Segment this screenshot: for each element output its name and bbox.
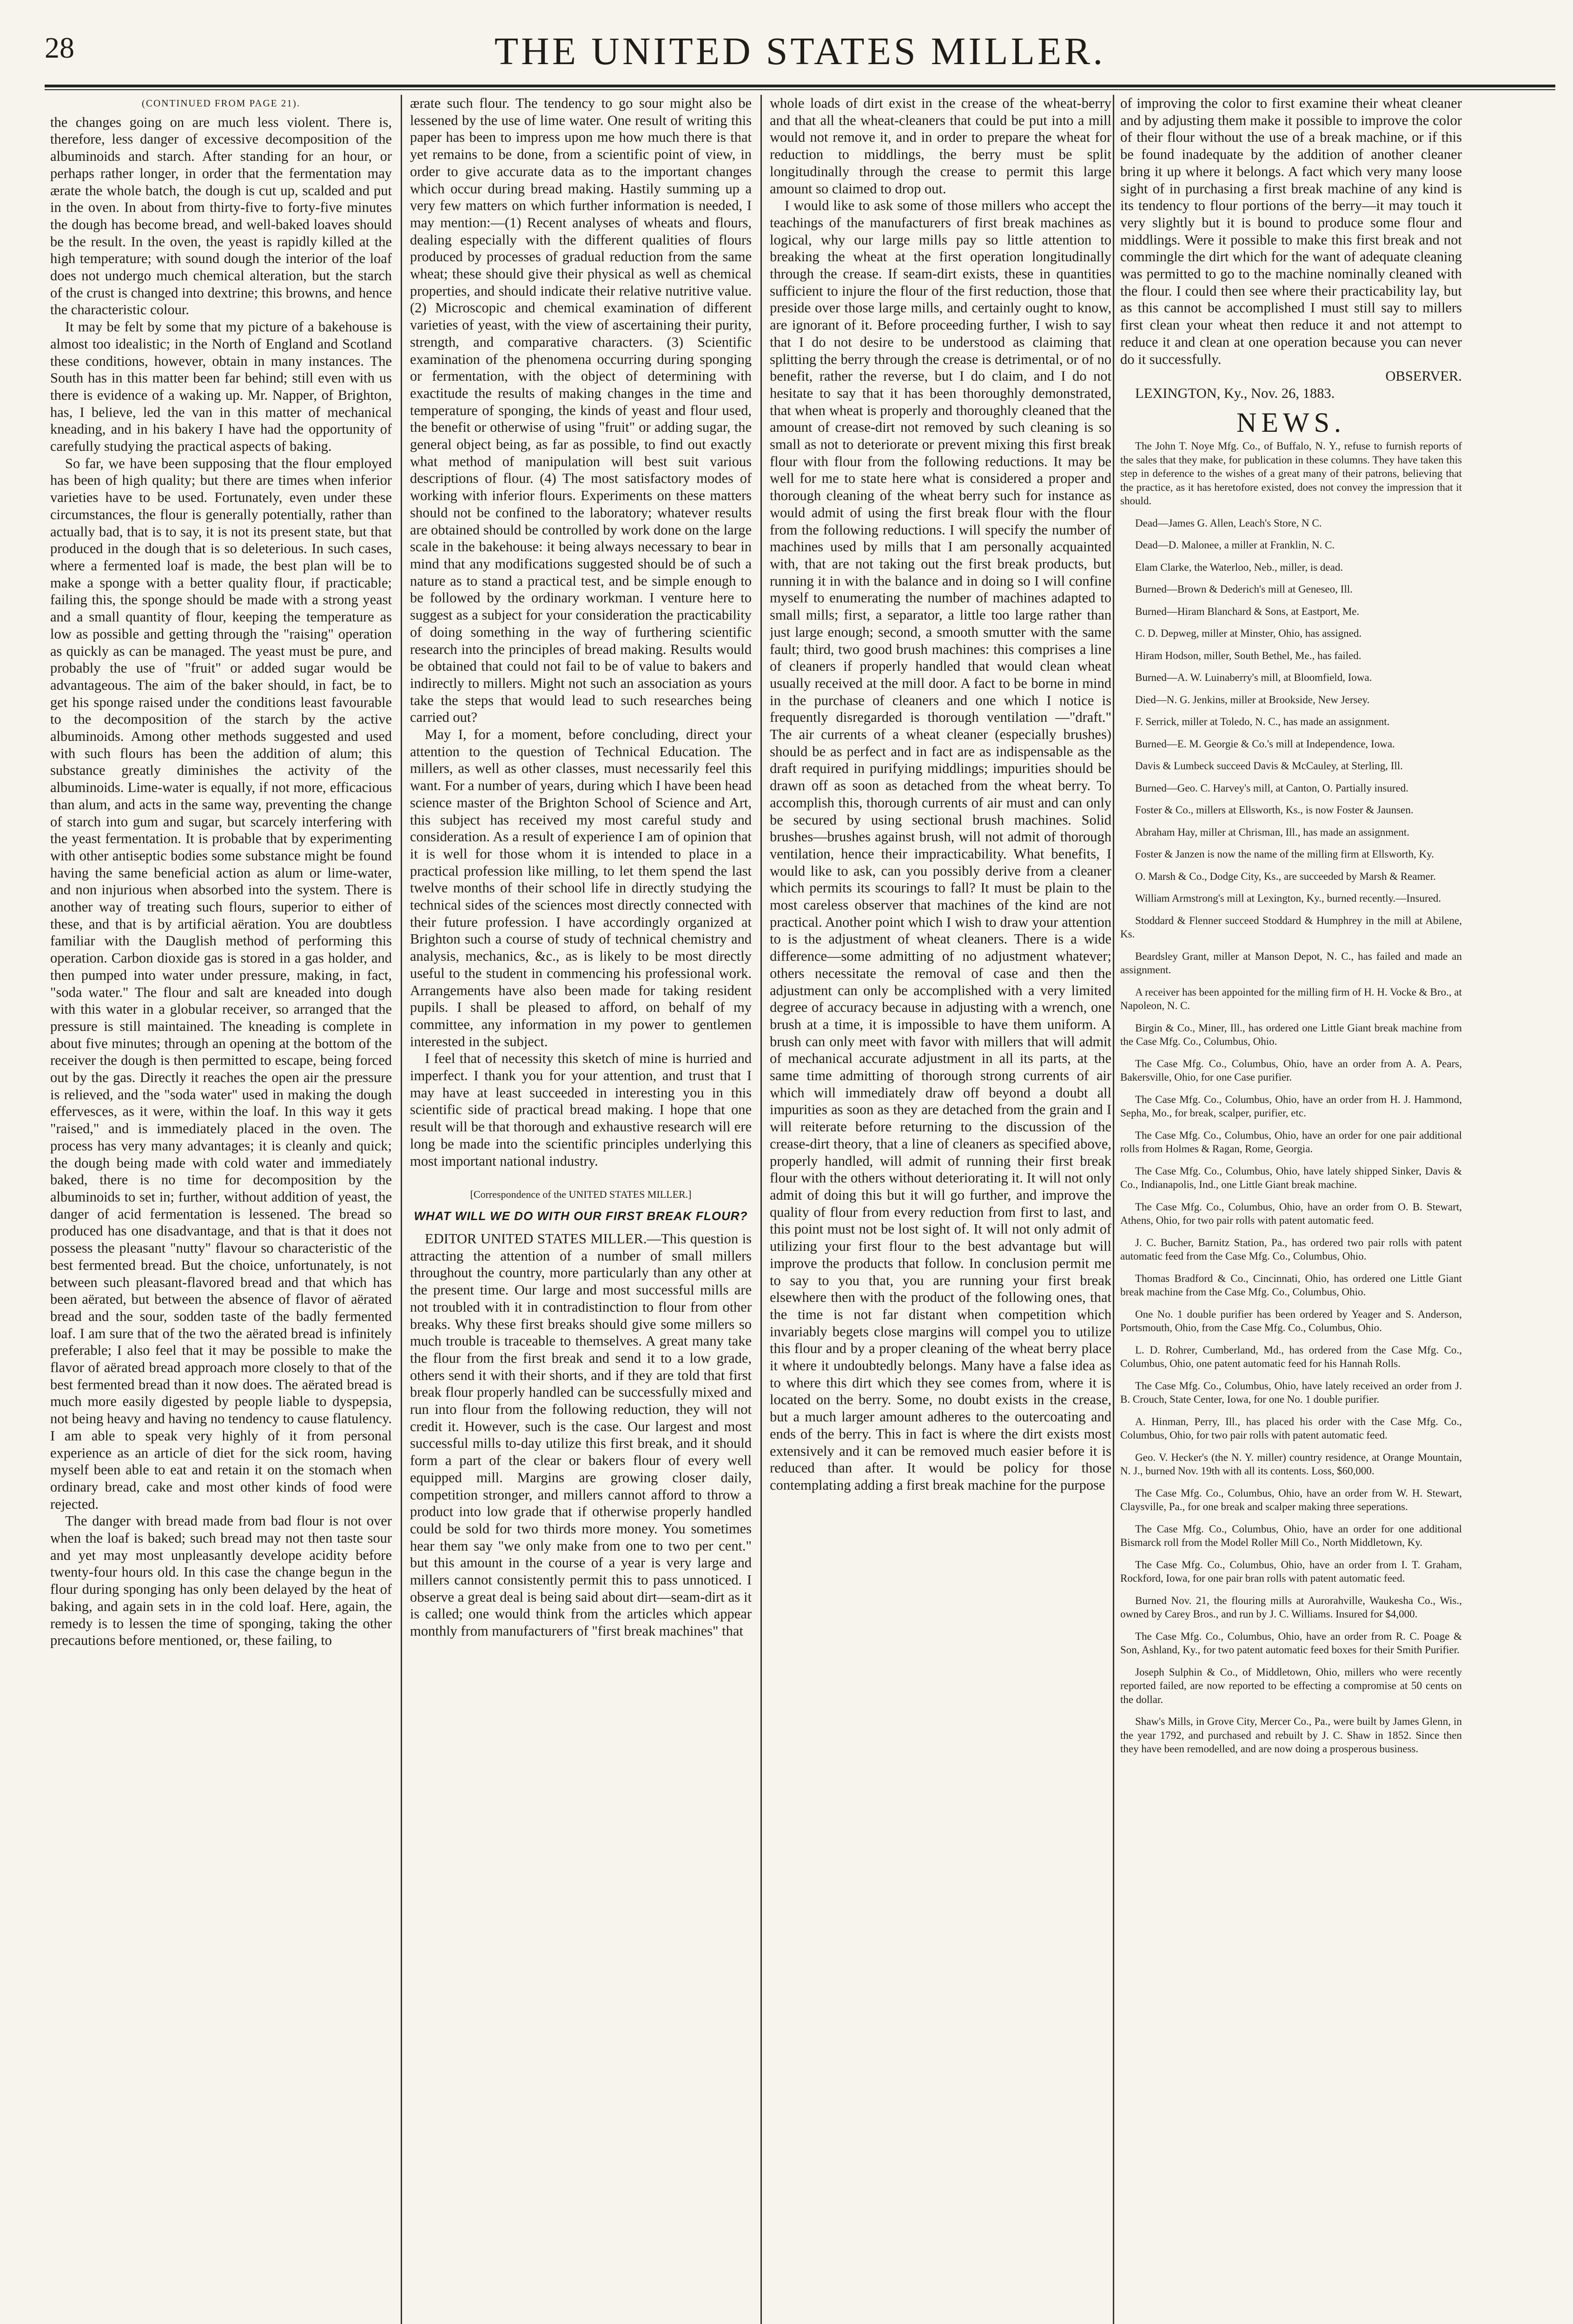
news-item: Burned—E. M. Georgie & Co.'s mill at Independence, Iowa. xyxy=(1135,738,1395,750)
article-paragraph: So far, we have been supposing that the flour employed has been of high quality; but there are times when inferior varieties have to be used. Fortunately, even under these circumstances, the flour is generally potentially, rather than actually bad, that is to say, it is not its present state, but that produced in the dough that is so deleterious. In such cases, where a fermented loaf is made, the best plan will be to make a sponge with a better quality flour, if practicable; failing this, the sponge should be made with a strong yeast and a small quantity of flour, keeping the temperature as low as possible and getting through the "raising" operation as quickly as can be managed. The yeast must be pure, and probably the use of "fruit" or added sugar would be advantageous. The aim of the baker should, in fact, be to get his sponge raised under the conditions least favourable to the decomposition of the starch by the active albuminoids. Among other methods suggested and used with such flours has been the addition of alum; this substance greatly diminishes the activity of the albuminoids. Lime-water is equally, if not more, efficacious than alum, and acts in the same way, preventing the change of starch into gum and sugar, but scarcely interfering with the yeast fermentation. It is probable that by experimenting with other antiseptic bodies some substance might be found having the same beneficial action as alum or lime-water, and non injurious when absorbed into the system. There is another way of treating such flours, superior to either of these, and that is by artificial aëration. You are doubtless familiar with the Dauglish method of performing this operation. Carbon dioxide gas is stored in a gas holder, and then pumped into water under pressure, making, in fact, "soda water." The flour and salt are kneaded into dough with this water in a globular receiver, so arranged that the pressure is still maintained. The kneading is complete in about five minutes; through an opening at the bottom of the receiver the dough is then permitted to escape, being forced out by the gas. Directly it reaches the open air the pressure is relieved, and the "soda water" used in making the dough effervesces, as it were, within the loaf. In this way it gets "raised," and is immediately placed in the oven. The process has very many advantages; it is cleanly and quick; the dough being made with cold water and immediately baked, there is no time for decomposition by the albuminoids to set in; further, without addition of yeast, the danger of acid fermentation is lessened. The bread so produced has one disadvantage, and that is that it does not possess the pleasant "nutty" flavour so characteristic of the best fermented bread. But the choice, unfortunately, is not between such pleasant-flavored bread and that which has been aërated, but between the absence of flavor of aërated bread and the sour, sodden taste of the badly fermented loaf. I am sure that of the two the aërated bread is infinitely preferable; I also feel that it may be possible to make the flavor of aërated bread approach more closely to that of the best fermented bread than it now does. The aërated bread is much more easily digested by people liable to dyspepsia, not being heavy and having no tendency to cause flatulency. I am able to speak very highly of it from personal experience as an article of diet for the sick room, having myself been able to eat and retain it on the stomach when ordinary bread, cake and most other kinds of food were rejected. xyxy=(50,455,392,1512)
news-item: A receiver has been appointed for the milling firm of H. H. Vocke & Bro., at Napoleon, N. C. xyxy=(1120,986,1462,1012)
column-divider xyxy=(401,95,402,2324)
column-2 xyxy=(410,95,752,2324)
article-paragraph: I feel that of necessity this sketch of mine is hurried and imperfect. I thank you for your attention, and trust that I may have at least succeeded in interesting you in this scientific side of practical bread making. I hope that one result will be that thorough and exhaustive research will ere long be made into the scientific principles underlying this most important national industry. xyxy=(410,1050,752,1169)
news-item: J. C. Bucher, Barnitz Station, Pa., has ordered two pair rolls with patent automatic feed from the Case Mfg. Co., Columbus, Ohio. xyxy=(1120,1236,1462,1262)
news-item: L. D. Rohrer, Cumberland, Md., has ordered from the Case Mfg. Co., Columbus, Ohio, one patent automatic feed for his Hannah Rolls. xyxy=(1120,1344,1462,1370)
news-item: Stoddard & Flenner succeed Stoddard & Humphrey in the mill at Abilene, Ks. xyxy=(1120,914,1462,940)
news-item: Davis & Lumbeck succeed Davis & McCauley, at Sterling, Ill. xyxy=(1135,760,1403,772)
letter-signature: OBSERVER. xyxy=(1385,368,1462,384)
column-divider xyxy=(760,95,762,2324)
news-item: The Case Mfg. Co., Columbus, Ohio, have an order from W. H. Stewart, Claysville, Pa., for one break and scalper making three seperations. xyxy=(1120,1487,1462,1513)
news-item: One No. 1 double purifier has been ordered by Yeager and S. Anderson, Portsmouth, Ohio, from the Case Mfg. Co., Columbus, Ohio. xyxy=(1120,1308,1462,1334)
news-item: The Case Mfg. Co., Columbus, Ohio, have an order for one additional Bismarck roll from the Model Roller Mill Co., North Middletown, Ky. xyxy=(1120,1523,1462,1549)
news-item: Geo. V. Hecker's (the N. Y. miller) country residence, at Orange Mountain, N. J., burned Nov. 19th with all its contents. Loss, $60,000. xyxy=(1120,1451,1462,1477)
page-header xyxy=(45,29,1555,80)
letter-title: WHAT WILL WE DO WITH OUR FIRST BREAK FLOUR? xyxy=(414,1209,748,1223)
news-item: Burned—Geo. C. Harvey's mill, at Canton, O. Partially insured. xyxy=(1135,782,1408,794)
news-item: William Armstrong's mill at Lexington, Ky., burned recently.—Insured. xyxy=(1135,892,1441,905)
article-paragraph: The danger with bread made from bad flour is not over when the loaf is baked; such bread may not then taste sour and yet may most unpleasantly develope acidity before twenty-four hours old. In this case the change begun in the flour during sponging has only been delayed by the heat of baking, and again sets in in the cold loaf. Here, again, the remedy is to lessen the time of sponging, taking the other precautions before mentioned, or, these failing, to xyxy=(50,1513,392,1649)
news-item: C. D. Depweg, miller at Minster, Ohio, has assigned. xyxy=(1135,627,1362,640)
news-item: Burned Nov. 21, the flouring mills at Aurorahville, Waukesha Co., Wis., owned by Carey Bros., and run by J. C. Williams. Insured for $4,000. xyxy=(1120,1594,1462,1620)
news-item: Foster & Janzen is now the name of the milling firm at Ellsworth, Ky. xyxy=(1135,848,1434,860)
news-item: Burned—Hiram Blanchard & Sons, at Eastport, Me. xyxy=(1135,605,1360,617)
news-item: Beardsley Grant, miller at Manson Depot, N. C., has failed and made an assignment. xyxy=(1120,950,1462,976)
news-item: Shaw's Mills, in Grove City, Mercer Co., Pa., were built by James Glenn, in the year 1792, and purchased and rebuilt by J. C. Shaw in 1852. Since then they have been remodelled, and are now doing a prosperous business. xyxy=(1120,1716,1462,1755)
news-item: Foster & Co., millers at Ellsworth, Ks., is now Foster & Jaunsen. xyxy=(1135,804,1414,816)
letter-paragraph: of improving the color to first examine their wheat cleaner and by adjusting them make it possible to improve the color of their flour without the use of a break machine, or if this be found inadequate by the addition of another cleaner bring it up where it belongs. A fact which very many loose sight of in purchasing a first break machine of any kind is its tendency to flour portions of the berry—it may touch it very slightly but it is bound to produce some flour and middlings. Were it possible to make this first break and not commingle the dirt which for the want of adequate cleaning was permitted to go to the machine nominally cleaned with the flour. I could then see where their practicability lay, but as this cannot be accomplished I must still say to millers first clean your wheat then reduce it and not attempt to reduce it and clean at one operation because you can never do it successfully. xyxy=(1120,95,1462,367)
news-item: The John T. Noye Mfg. Co., of Buffalo, N. Y., refuse to furnish reports of the sales that they make, for publication in these columns. They have taken this step in deference to the wishes of a great many of their patrons, believing that the practice, as it has heretofore existed, does not convey the impression that it should. xyxy=(1120,440,1462,507)
header-rule-thin xyxy=(45,89,1555,90)
news-item: Joseph Sulphin & Co., of Middletown, Ohio, millers who were recently reported failed, are now reported to be effecting a compromise at 50 cents on the dollar. xyxy=(1120,1666,1462,1705)
news-item: The Case Mfg. Co., Columbus, Ohio, have an order from A. A. Pears, Bakersville, Ohio, for one Case purifier. xyxy=(1120,1057,1462,1083)
article-paragraph: ærate such flour. The tendency to go sour might also be lessened by the use of lime water. One result of writing this paper has been to impress upon me how much there is that yet remains to be done, from a scientific point of view, in order to give accurate data as to the important changes which occur during bread making. Hastily summing up a very few matters on which further information is needed, I may mention:—(1) Recent analyses of wheats and flours, dealing especially with the different qualities of flours produced by processes of gradual reduction from the same wheat; these should give their physical as well as chemical properties, and should indicate their relative nutritive value. (2) Microscopic and chemical examination of different varieties of yeast, with the view of ascertaining their purity, strength, and comparative characters. (3) Scientific examination of the phenomena occurring during sponging or fermentation, with the object of determining with exactitude the results of making changes in the time and temperature of sponging, the kinds of yeast and flour used, the benefit or otherwise of using "fruit" or adding sugar, the general object being, as far as possible, to find out exactly what method of manipulation will best suit various descriptions of flour. (4) The most satisfactory modes of working with inferior flours. Experiments on these matters should not be confined to the laboratory; whatever results are obtained should be controlled by work done on the large scale in the bakehouse: it being always necessary to bear in mind that any modifications suggested should be of such a nature as to stand a practical test, and be simple enough to be followed by the ordinary workman. I venture here to suggest as a subject for your consideration the practicability of doing something in the way of furthering scientific research into the principles of bread making. Results would be obtained that could not fail to be of value to bakers and indirectly to millers. Might not such an association as yours take the steps that would lead to such researches being carried out? xyxy=(410,95,752,726)
column-divider xyxy=(1113,95,1114,2324)
news-item: Dead—James G. Allen, Leach's Store, N C. xyxy=(1135,517,1322,529)
news-item: The Case Mfg. Co., Columbus, Ohio, have lately shipped Sinker, Davis & Co., Indianapolis, Ind., one Little Giant break machine. xyxy=(1120,1165,1462,1191)
letter-paragraph: whole loads of dirt exist in the crease of the wheat-berry and that all the wheat-cleaners that could be put into a mill would not remove it, and in order to prepare the wheat for reduction to middlings, the berry must be split longitudinally through the crease to permit this large amount so claimed to drop out. xyxy=(770,95,1111,197)
news-item: Died—N. G. Jenkins, miller at Brookside, New Jersey. xyxy=(1135,693,1370,706)
correspondence-note: [Correspondence of the UNITED STATES MILLER.] xyxy=(470,1188,692,1201)
column-3 xyxy=(770,95,1111,2324)
news-item: O. Marsh & Co., Dodge City, Ks., are succeeded by Marsh & Reamer. xyxy=(1135,870,1436,882)
news-item: The Case Mfg. Co., Columbus, Ohio, have an order from H. J. Hammond, Sepha, Mo., for break, scalper, purifier, etc. xyxy=(1120,1093,1462,1119)
news-item: The Case Mfg. Co., Columbus, Ohio, have an order from I. T. Graham, Rockford, Iowa, for one pair bran rolls with patent automatic feed. xyxy=(1120,1558,1462,1585)
news-item: The Case Mfg. Co., Columbus, Ohio, have lately received an order from J. B. Crouch, State Center, Iowa, for one No. 1 double purifier. xyxy=(1120,1380,1462,1406)
letter-dateline: LEXINGTON, Ky., Nov. 26, 1883. xyxy=(1135,385,1335,401)
letter-paragraph: EDITOR UNITED STATES MILLER.—This question is attracting the attention of a number of small millers throughout the country, more particularly than any other at the present time. Our large and most successful mills are not troubled with it in contradistinction to flour from other breaks. Why these first breaks should give some millers so much trouble is traceable to themselves. A great many take the flour from the first break and send it to a low grade, others send it with their shorts, and if they are told that first break flour properly handled can be successfully mixed and run into flour from the following reduction, they will not credit it. However, such is the case. Our largest and most successful mills to-day utilize this first break, and it should form a part of the clear or bakers flour of every well equipped mill. Margins are growing closer daily, competition stronger, and millers cannot afford to throw a product into low grade that if otherwise properly handled could be sold for two thirds more money. You sometimes hear them say "we only make from one to two per cent." but this amount in the course of a year is very large and millers cannot consistently permit this to pass unnoticed. I observe a great deal is being said about dirt—seam-dirt as it is called; one would think from the articles which appear monthly from manufacturers of "first break machines" that xyxy=(410,1231,752,1639)
news-item: Birgin & Co., Miner, Ill., has ordered one Little Giant break machine from the Case Mfg. Co., Columbus, Ohio. xyxy=(1120,1022,1462,1048)
news-item: The Case Mfg. Co., Columbus, Ohio, have an order for one pair additional rolls from Holmes & Ragan, Rome, Georgia. xyxy=(1120,1129,1462,1155)
news-item: Burned—A. W. Luinaberry's mill, at Bloomfield, Iowa. xyxy=(1135,672,1372,684)
news-item: Abraham Hay, miller at Chrisman, Ill., has made an assignment. xyxy=(1135,826,1409,838)
article-paragraph: the changes going on are much less violent. There is, therefore, less danger of excessive decomposition of the albuminoids and starch. After standing for an hour, or perhaps rather longer, in order that the fermentation may ærate the whole batch, the dough is cut up, scalded and put in the oven. In about from thirty-five to forty-five minutes the dough has become bread, and well-baked loaves should be the result. In the oven, the yeast is rapidly killed at the high temperature; with sound dough the interior of the loaf does not undergo much chemical alteration, but the starch of the crust is changed into dextrine; this browns, and hence the characteristic colour. xyxy=(50,114,392,318)
article-paragraph: It may be felt by some that my picture of a bakehouse is almost too idealistic; in the North of England and Scotland these conditions, however, obtain in many instances. The South has in this matter been far behind; still even with us there is evidence of a waking up. Mr. Napper, of Brighton, has, I believe, led the van in this matter of mechanical kneading, and in his bakery I have had the opportunity of carefully studying the practical aspects of baking. xyxy=(50,319,392,455)
page-number: 28 xyxy=(45,31,74,64)
news-item: The Case Mfg. Co., Columbus, Ohio, have an order from R. C. Poage & Son, Ashland, Ky., for two patent automatic feed boxes for their Smith Purifier. xyxy=(1120,1630,1462,1656)
news-list xyxy=(1120,439,1462,1756)
news-item: Elam Clarke, the Waterloo, Neb., miller, is dead. xyxy=(1135,561,1343,573)
letter-paragraph: I would like to ask some of those millers who accept the teachings of the manufacturers of first break machines as logical, why our large mills pay so little attention to breaking the wheat at the first operation longitudinally through the crease. If seam-dirt exists, these in quantities sufficient to injure the flour of the first reduction, those that preside over those large mills, and certainly ought to know, are ignorant of it. Before proceeding further, I wish to say that I do not desire to be understood as claiming that splitting the berry through the crease is detrimental, or of no benefit, rather the reverse, but I do claim, and I do not hesitate to say that it has been thoroughly demonstrated, that when wheat is properly and thoroughly cleaned that the amount of crease-dirt not removed by such cleaning is so small as not to deteriorate or prevent mixing this first break flour with flour from the following reductions. It may be well for me to state here what is considered a proper and thorough cleaning of the wheat berry such for instance as would admit of using the first break flour with the flour from the following reductions. I will specify the number of machines used by mills that I am personally acquainted with, that are not taking out the first break products, but running it in with the balance and in doing so I will confine myself to enumerating the number of machines adapted to small mills; first, a separator, a little too large rather than just large enough; second, a smooth smutter with the same fault; third, two good brush machines: this comprises a line of cleaners if properly handled that would clean wheat usually received at the mill door. A fact to be borne in mind in the purchase of cleaners and one which I notice is frequently disregarded is thorough ventilation —"draft." The air currents of a wheat cleaner (especially brushes) should be as perfect and in fact are as indispensable as the draft required in purifying middlings; impurities should be drawn off as soon as detached from the wheat berry. To accomplish this, thorough currents of air must and can only be secured by using sectional brush machines. Solid brushes—brushes against brush, will not admit of thorough ventilation, hence their impracticability. What benefits, I would like to ask, can you possibly derive from a cleaner which permits its scourings to fall? It must be plain to the most careless observer that machines of the kind are not practical. Another point which I wish to draw your attention to is the adjustment of wheat cleaners. There is a wide difference—some admitting of no adjustment whatever; others necessitate the removal of case and then the adjustment can only be accomplished with a very limited degree of accuracy because in adjusting with a wrench, one brush at a time, it is impossible to have them uniform. A brush can only meet with favor with millers that will admit of mechanical accurate adjustment in all its parts, at the same time admitting of thorough strong currents of air which will immediately draw off beyond a doubt all impurities as soon as they are detached from the grain and I will reiterate before returning to the discussion of the crease-dirt theory, that a line of cleaners as specified above, properly handled, will admit of running their first break flour with the others without deteriorating it. It will not only admit of doing this but it will go further, and improve the quality of flour from every reduction from first to last, and this point must not be lost sight of. It will not only admit of utilizing your first flour to the best advantage but will improve the products that follow. In conclusion permit me to say to you that, you are running your first break elsewhere then with the product of the following ones, that the time is not far distant when competition which invariably begets close margins will compel you to utilize this flour and by a proper cleaning of the wheat berry place it where it undoubtedly belongs. Many have a false idea as to where this dirt which they see comes from, where it is located on the berry. Some, no doubt exists in the crease, but a much larger amount adheres to the outercoating and ends of the berry. This in fact is where the dirt exists most extensively and it can be removed much easier before it is reduced than after. It would be policy for those contemplating adding a first break machine for the purpose xyxy=(770,198,1111,1493)
masthead-title: THE UNITED STATES MILLER. xyxy=(494,30,1106,73)
column-1 xyxy=(50,95,392,2324)
article-paragraph: May I, for a moment, before concluding, direct your attention to the question of Technical Education. The millers, as well as other classes, must necessarily feel this want. For a number of years, during which I have been head science master of the Brighton School of Science and Art, this subject has received my most careful study and consideration. As a result of experience I am of opinion that it is well for those whom it is intended to place in a practical profession like milling, to let them spend the last twelve months of their school life in directly studying the technical sides of the sciences most directly connected with their future profession. I have accordingly organized at Brighton such a course of study of technical chemistry and analysis, mechanics, &c., as is likely to be most directly useful to the student in commencing his professional work. Arrangements have also been made for taking resident pupils. I shall be pleased to afford, on behalf of my committee, any information in my power to gentlemen interested in the subject. xyxy=(410,726,752,1050)
news-item: Thomas Bradford & Co., Cincinnati, Ohio, has ordered one Little Giant break machine from the Case Mfg. Co., Columbus, Ohio. xyxy=(1120,1272,1462,1298)
news-item: The Case Mfg. Co., Columbus, Ohio, have an order from O. B. Stewart, Athens, Ohio, for two pair rolls with patent automatic feed. xyxy=(1120,1201,1462,1227)
news-heading: NEWS. xyxy=(1236,407,1346,438)
news-item: Hiram Hodson, miller, South Bethel, Me., has failed. xyxy=(1135,649,1362,661)
header-rule xyxy=(45,85,1555,87)
continued-note: (CONTINUED FROM PAGE 21). xyxy=(142,98,300,109)
news-item: Burned—Brown & Dederich's mill at Geneseo, Ill. xyxy=(1135,583,1353,595)
news-item: A. Hinman, Perry, Ill., has placed his order with the Case Mfg. Co., Columbus, Ohio, for two pair rolls with patent automatic feed. xyxy=(1120,1415,1462,1441)
news-item: Dead—D. Malonee, a miller at Franklin, N. C. xyxy=(1135,539,1335,551)
column-4 xyxy=(1120,95,1462,2324)
news-item: F. Serrick, miller at Toledo, N. C., has made an assignment. xyxy=(1135,716,1390,728)
